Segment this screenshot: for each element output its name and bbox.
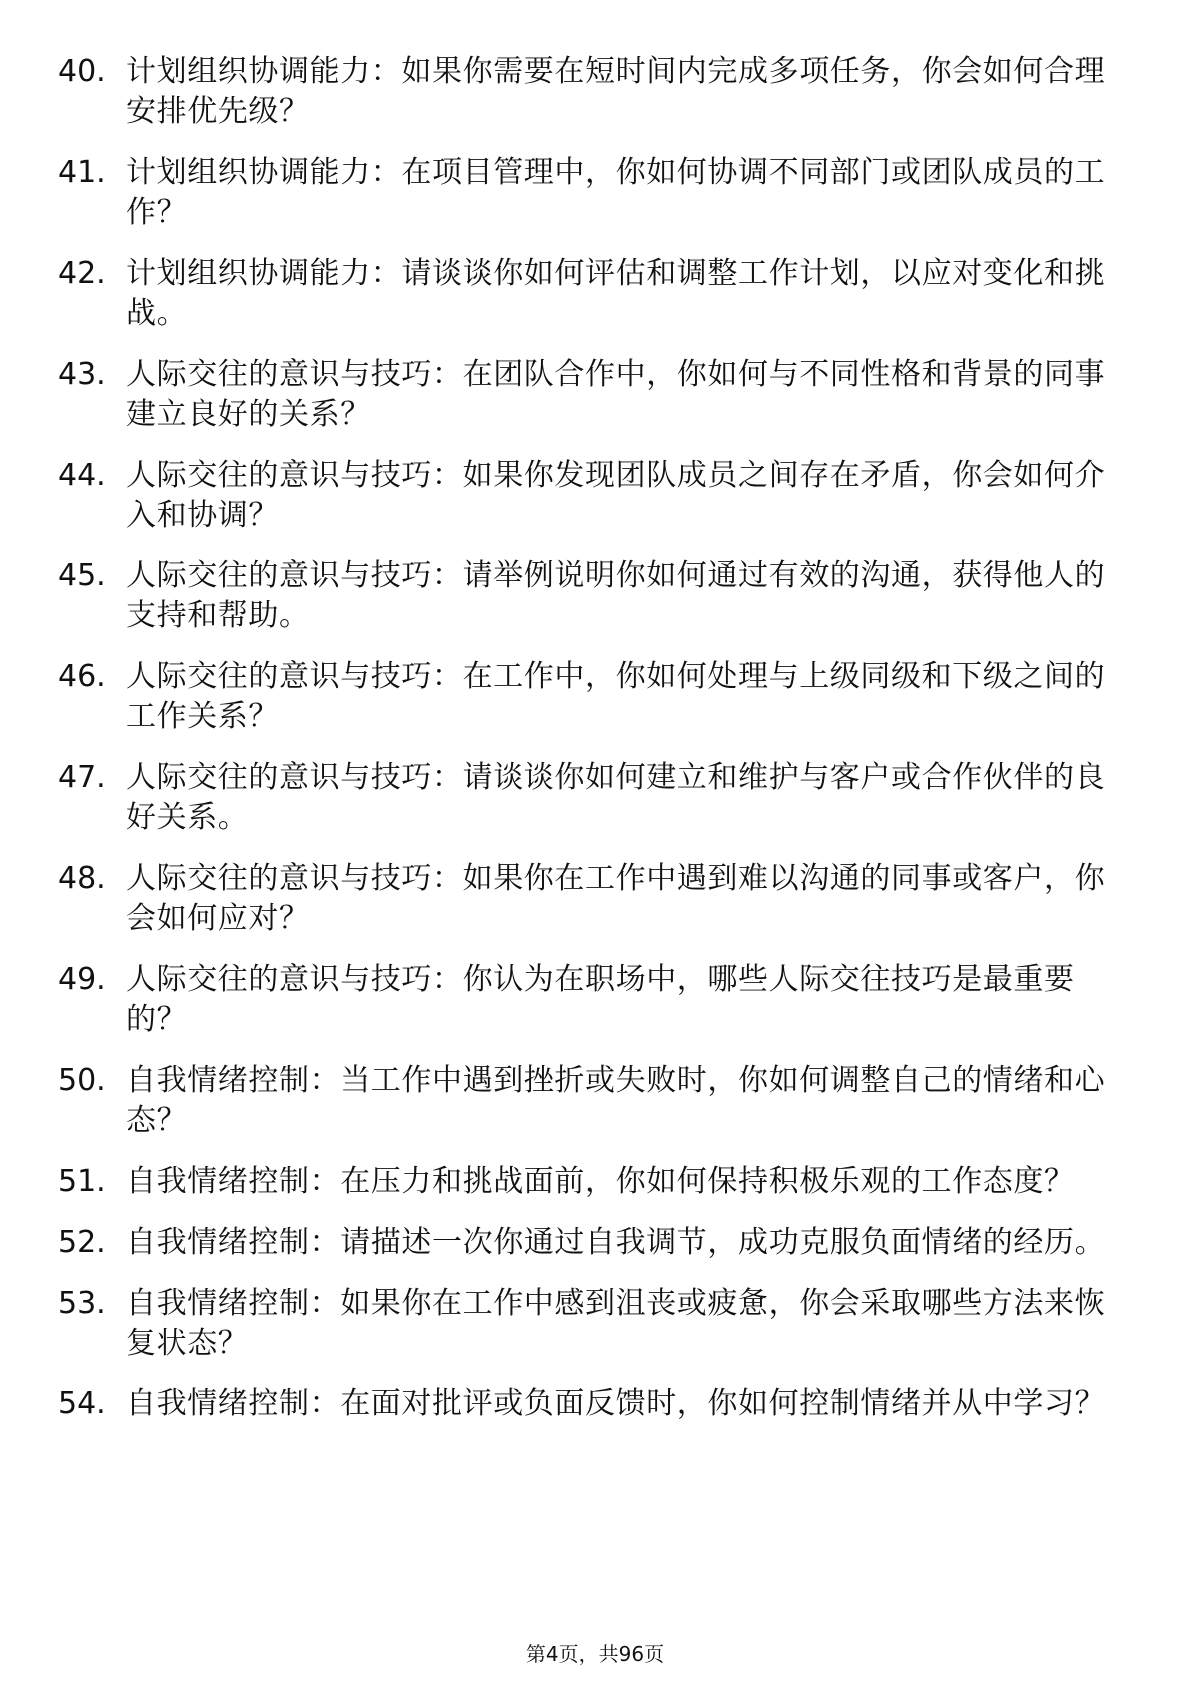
page-footer (0, 1640, 1190, 1668)
question-item-52 (58, 1223, 1108, 1263)
question-text: 计划组织协调能力：在项目管理中，你如何协调不同部门或团队成员的工作？ (126, 154, 1106, 230)
question-text: 人际交往的意识与技巧：请举例说明你如何通过有效的沟通，获得他人的支持和帮助。 (126, 558, 1106, 634)
question-number: 50. (58, 1062, 106, 1098)
question-text: 计划组织协调能力：请谈谈你如何评估和调整工作计划，以应对变化和挑战。 (126, 255, 1106, 331)
question-number: 51. (58, 1163, 106, 1199)
question-item-43 (58, 355, 1108, 435)
question-text: 人际交往的意识与技巧：在工作中，你如何处理与上级同级和下级之间的工作关系？ (126, 659, 1106, 735)
question-item-53 (58, 1284, 1108, 1364)
question-number: 54. (58, 1386, 106, 1422)
question-number: 46. (58, 659, 106, 695)
question-item-40 (58, 52, 1108, 132)
question-item-44 (58, 456, 1108, 536)
question-number: 42. (58, 255, 106, 291)
question-number: 47. (58, 760, 106, 796)
question-text: 自我情绪控制：在压力和挑战面前，你如何保持积极乐观的工作态度？ (126, 1163, 1075, 1199)
question-text: 人际交往的意识与技巧：如果你发现团队成员之间存在矛盾，你会如何介入和协调？ (126, 457, 1106, 533)
question-number: 40. (58, 54, 106, 89)
question-item-46 (58, 657, 1108, 737)
question-text: 计划组织协调能力：如果你需要在短时间内完成多项任务，你会如何合理安排优先级？ (126, 54, 1106, 129)
question-text: 人际交往的意识与技巧：在团队合作中，你如何与不同性格和背景的同事建立良好的关系？ (126, 356, 1106, 432)
question-item-45 (58, 556, 1108, 636)
question-item-50 (58, 1061, 1108, 1141)
question-item-54 (58, 1384, 1108, 1424)
page-number-label: 第4页，共96页 (525, 1642, 665, 1666)
question-text: 人际交往的意识与技巧：你认为在职场中，哪些人际交往技巧是最重要的？ (126, 962, 1075, 1038)
question-item-47 (58, 758, 1108, 838)
question-number: 53. (58, 1285, 106, 1321)
question-number: 41. (58, 154, 106, 190)
question-number: 52. (58, 1224, 106, 1260)
question-text: 人际交往的意识与技巧：请谈谈你如何建立和维护与客户或合作伙伴的良好关系。 (126, 760, 1106, 836)
question-number: 44. (58, 457, 106, 493)
question-number: 45. (58, 558, 106, 594)
question-text: 自我情绪控制：请描述一次你通过自我调节，成功克服负面情绪的经历。 (126, 1224, 1106, 1260)
question-item-48 (58, 859, 1108, 939)
question-text: 自我情绪控制：在面对批评或负面反馈时，你如何控制情绪并从中学习？ (126, 1386, 1106, 1422)
question-item-49 (58, 960, 1108, 1040)
question-text: 自我情绪控制：如果你在工作中感到沮丧或疲惫，你会采取哪些方法来恢复状态？ (126, 1285, 1106, 1361)
question-item-42 (58, 254, 1108, 334)
question-text: 自我情绪控制：当工作中遇到挫折或失败时，你如何调整自己的情绪和心态？ (126, 1062, 1106, 1138)
question-number: 48. (58, 861, 106, 897)
question-item-41 (58, 153, 1108, 233)
question-number: 43. (58, 356, 106, 392)
question-number: 49. (58, 962, 106, 998)
question-item-51 (58, 1162, 1108, 1202)
question-list (58, 52, 1108, 1445)
question-text: 人际交往的意识与技巧：如果你在工作中遇到难以沟通的同事或客户，你会如何应对？ (126, 861, 1106, 937)
